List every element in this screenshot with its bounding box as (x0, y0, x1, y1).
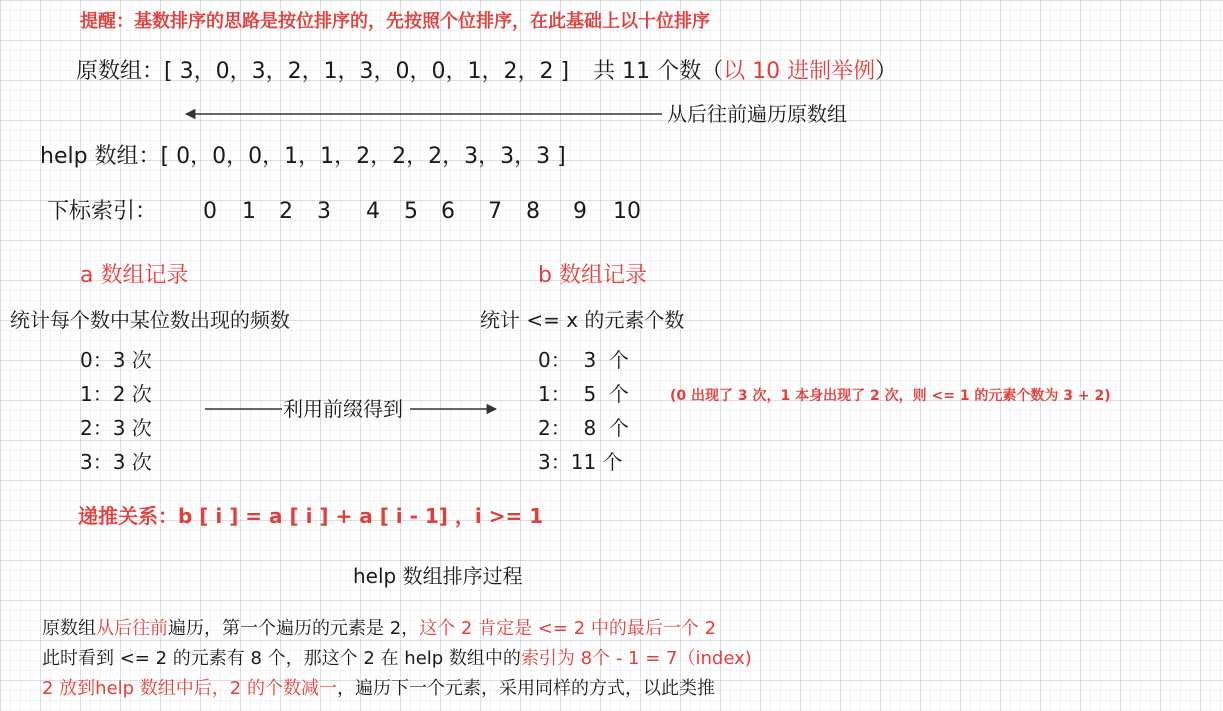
a-row: 1：2 次 (80, 382, 152, 406)
process-segment: 2 放到help 数组中后，2 的个数减一 (42, 678, 337, 699)
index-value: 8 (526, 199, 540, 224)
process-segment: 原数组 (42, 618, 96, 639)
process-segment: 这个 2 肯定是 <= 2 中的最后一个 2 (419, 618, 717, 639)
a-row: 3：3 次 (80, 450, 152, 474)
index-value: 10 (613, 199, 641, 224)
a-section-title: a 数组记录 (80, 263, 189, 288)
index-value: 7 (488, 199, 502, 224)
original-array-count: 共 11 个数 (593, 59, 702, 84)
a-row: 0：3 次 (80, 348, 152, 372)
index-label: 下标索引： (47, 199, 158, 224)
a-row: 2：3 次 (80, 416, 152, 440)
prefix-arrow-label: 利用前缀得到 (283, 397, 403, 421)
recurrence-formula: 递推关系：b [ i ] = a [ i ] + a [ i - 1] ，i >= 1 (78, 504, 544, 528)
process-line-1 (42, 620, 716, 638)
traverse-arrow-label: 从后往前遍历原数组 (667, 102, 847, 126)
index-value: 1 (242, 199, 256, 224)
index-value: 9 (573, 199, 587, 224)
help-array: help 数组：[ 0，0，0，1，1，2，2，2，3，3，3 ] (40, 144, 566, 169)
b-row: 2： 8 个 (538, 416, 629, 440)
process-segment: 索引为 8个 - 1 = 7（index) (520, 648, 752, 669)
index-value: 4 (366, 199, 380, 224)
process-segment: ，遍历下一个元素，采用同样的方式，以此类推 (336, 678, 715, 699)
a-section-desc: 统计每个数中某位数出现的频数 (10, 308, 290, 332)
reminder-text: 提醒：基数排序的思路是按位排序的，先按照个位排序，在此基础上以十位排序 (80, 11, 710, 32)
base-note: 以 10 进制举例 (723, 59, 876, 84)
original-array-values: 原数组：[ 3，0，3，2，1，3，0，0，1，2，2 ] (76, 59, 570, 84)
process-segment: 遍历，第一个遍历的元素是 2， (168, 618, 420, 639)
index-value: 5 (404, 199, 418, 224)
process-line-2 (42, 650, 752, 668)
process-line-3 (42, 680, 715, 698)
b-section-desc: 统计 <= x 的元素个数 (480, 308, 685, 332)
process-segment: 从后往前 (96, 618, 168, 639)
index-value: 0 (203, 199, 217, 224)
index-value: 3 (317, 199, 331, 224)
index-value: 6 (441, 199, 455, 224)
b-row: 3：11 个 (538, 450, 623, 474)
paren-open: （ (701, 59, 724, 84)
b-row: 1： 5 个 (538, 382, 629, 406)
process-title: help 数组排序过程 (353, 564, 523, 588)
paren-close: ） (875, 59, 898, 84)
b-note: (0 出现了 3 次，1 本身出现了 2 次，则 <= 1 的元素个数为 3 + 2) (670, 388, 1111, 404)
b-section-title: b 数组记录 (538, 263, 647, 288)
b-row: 0： 3 个 (538, 348, 629, 372)
process-segment: 此时看到 <= 2 的元素有 8 个，那这个 2 在 help 数组中的 (42, 648, 521, 669)
index-value: 2 (279, 199, 293, 224)
